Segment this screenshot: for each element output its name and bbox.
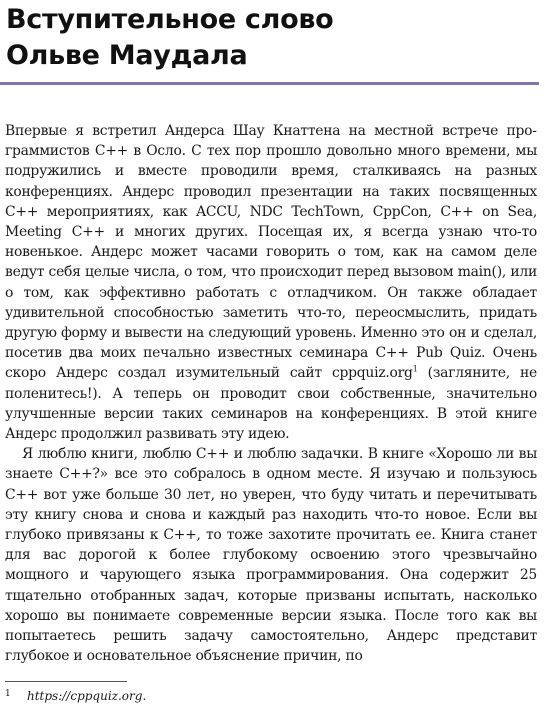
footnote-trailing-period: . [142,689,147,703]
footnote-reference[interactable]: 1 [412,364,418,374]
footnote-link[interactable]: https://cppquiz.org [27,689,143,703]
paragraph-1-text: Впервые я встретил Андерса Шау Кнаттена на местной встрече программистов C++ в Осло. С тех пор прошло довольно много времени, мы подружились и вместе проводили время, сталкиваясь на разных конференциях. Андерс проводил презентации на таких посвященных C++ мероприятиях, как ACCU, NDC TechTown, CppCon, C++ on Sea, Meeting C++ и многих других. Посещая их, я всегда узнаю что-то новенькое. Андерс может часами говорить о том, как на самом деле ведут себя целые числа, о том, что происходит перед вызовом main(), или о том, как эффективно работать с отладчиком. Он также обладает удивительной способностью заметить что-то, переосмыслить, придать другую форму и вывести на следующий уровень. Именно это он и сделал, посетив два моих печально известных семинара C++ Pub Quiz. Очень скоро Андерс создал изумительный сайт cppquiz.org [5,123,537,382]
paragraph-2 [5,444,537,666]
footnote [5,688,146,704]
paragraph-1 [5,121,537,444]
paragraph-1-text-continued: (загляните, не поленитесь!). А теперь он проводит свои собственные, значительно улучшенные версии таких семинаров на конференциях. В этой книге Андерс продолжил развивать эту идею. [5,365,537,443]
heading-divider [0,82,539,85]
paragraph-2-text: Я люблю книги, люблю C++ и люблю задачки. В книге «Хорошо ли вы знаете C++?» все это собралось в одном месте. Я изучаю и пользуюсь C++ вот уже больше 30 лет, но уверен, что буду читать и перечитывать эту книгу снова и снова и каждый раз находить что-то новое. Если вы глубоко привязаны к C++, то тоже захотите прочитать ее. Книга станет для вас дорогой к более глубокому освоению этого чрезвычайно мощного и чарующего языка программирования. Она содержит 25 тщательно отобранных задач, которые призваны испытать, насколько хорошо вы понимаете современные версии языка. После того как вы попытаетесь решить задачу самостоятельно, Андерс представит глубокое и основательное объяснение причин, по [5,446,537,665]
chapter-heading [6,2,536,74]
body-text [5,121,537,666]
chapter-title-line-2: Ольве Маудала [6,40,248,71]
footnote-divider [5,681,127,682]
footnote-number: 1 [5,689,11,699]
chapter-title-line-1: Вступительное слово [6,4,334,35]
